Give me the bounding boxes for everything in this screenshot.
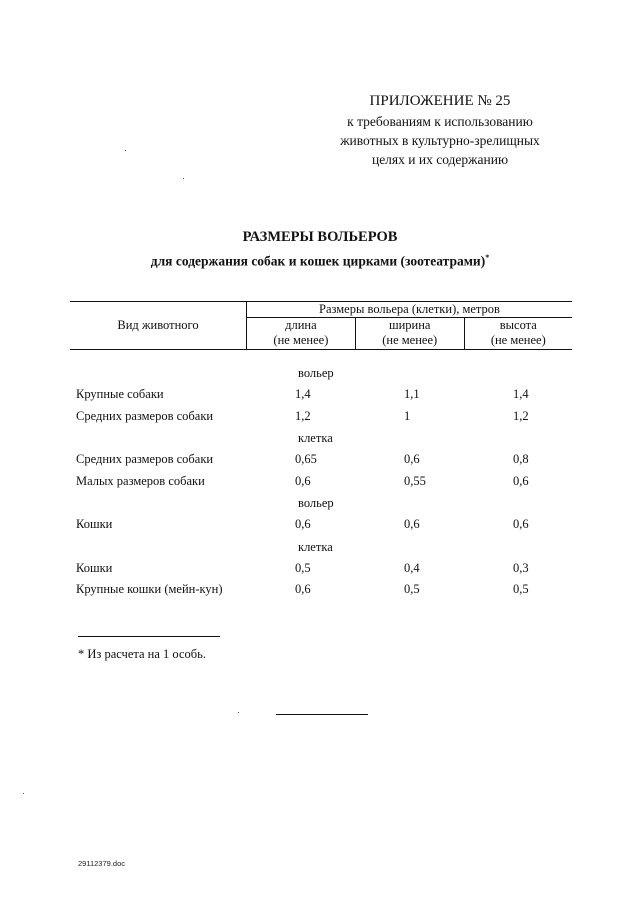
length-value: 0,6 xyxy=(295,517,311,531)
section-label: клетка xyxy=(298,431,333,445)
document-subtitle xyxy=(0,253,640,270)
section-row xyxy=(70,536,572,558)
length-value: 1,4 xyxy=(295,387,311,401)
height-value: 0,8 xyxy=(513,452,529,466)
footnote: * Из расчета на 1 особь. xyxy=(78,647,206,661)
length-value: 0,65 xyxy=(295,452,317,466)
height-value: 0,6 xyxy=(513,517,529,531)
animal-name: Кошки xyxy=(76,517,113,531)
footnote-divider xyxy=(78,636,220,637)
width-value: 0,6 xyxy=(404,452,420,466)
appendix-header xyxy=(318,92,562,169)
table-row xyxy=(70,579,572,601)
animal-name: Крупные кошки (мейн-кун) xyxy=(76,582,223,596)
width-column-header xyxy=(355,318,464,350)
table-row xyxy=(70,449,572,471)
scan-speck xyxy=(125,150,126,151)
height-value: 0,3 xyxy=(513,560,529,575)
height-value: 0,5 xyxy=(513,582,529,596)
sizes-group-header: Размеры вольера (клетки), метров xyxy=(247,302,573,318)
section-label: клетка xyxy=(298,539,333,554)
height-value: 0,6 xyxy=(513,473,529,488)
scan-speck xyxy=(183,178,184,179)
animal-name: Средних размеров собаки xyxy=(76,452,214,466)
sizes-table-body xyxy=(70,362,572,601)
section-row xyxy=(70,427,572,449)
column-name: ширина xyxy=(388,318,431,332)
column-note: (не менее) xyxy=(382,333,438,347)
section-label: вольер xyxy=(298,366,334,380)
subtitle-text: для содержания собак и кошек цирками (зоотеатрами) xyxy=(150,253,486,269)
scan-speck xyxy=(23,793,24,794)
width-value: 0,4 xyxy=(404,560,420,575)
length-value: 1,2 xyxy=(295,408,311,423)
sizes-table-header xyxy=(70,301,572,350)
end-divider xyxy=(276,714,368,715)
width-value: 0,5 xyxy=(404,582,420,596)
animal-name: Средних размеров собаки xyxy=(76,408,214,423)
table-row xyxy=(70,471,572,493)
subtitle-footnote-mark: * xyxy=(485,253,490,262)
scan-speck xyxy=(238,712,239,713)
column-name: высота xyxy=(499,318,537,332)
height-value: 1,2 xyxy=(513,408,529,423)
column-name: длина xyxy=(285,318,317,332)
length-column-header xyxy=(247,318,356,350)
table-row xyxy=(70,558,572,580)
animal-name: Крупные собаки xyxy=(76,387,164,401)
animal-name: Малых размеров собаки xyxy=(76,473,205,488)
width-value: 1,1 xyxy=(404,387,420,401)
document-filename: 29112379.doc xyxy=(78,859,125,868)
appendix-number: ПРИЛОЖЕНИЕ № 25 xyxy=(369,93,511,109)
section-row xyxy=(70,492,572,514)
table-row xyxy=(70,514,572,536)
length-value: 0,5 xyxy=(295,560,311,575)
animal-name: Кошки xyxy=(76,560,113,575)
width-value: 0,55 xyxy=(404,473,426,488)
width-value: 0,6 xyxy=(404,517,420,531)
document-title: РАЗМЕРЫ ВОЛЬЕРОВ xyxy=(242,229,398,245)
appendix-line: животных в культурно-зрелищных xyxy=(340,133,540,148)
length-value: 0,6 xyxy=(295,582,311,596)
section-row xyxy=(70,362,572,384)
width-value: 1 xyxy=(404,408,411,423)
appendix-line: к требованиям к использованию xyxy=(347,114,533,129)
section-label: вольер xyxy=(298,496,334,510)
column-note: (не менее) xyxy=(490,333,546,347)
appendix-line: целях и их содержанию xyxy=(371,152,509,167)
length-value: 0,6 xyxy=(295,473,311,488)
animal-column-header: Вид животного xyxy=(70,302,247,350)
table-row xyxy=(70,384,572,406)
column-note: (не менее) xyxy=(273,333,329,347)
height-value: 1,4 xyxy=(513,387,529,401)
table-row xyxy=(70,406,572,428)
height-column-header xyxy=(464,318,572,350)
